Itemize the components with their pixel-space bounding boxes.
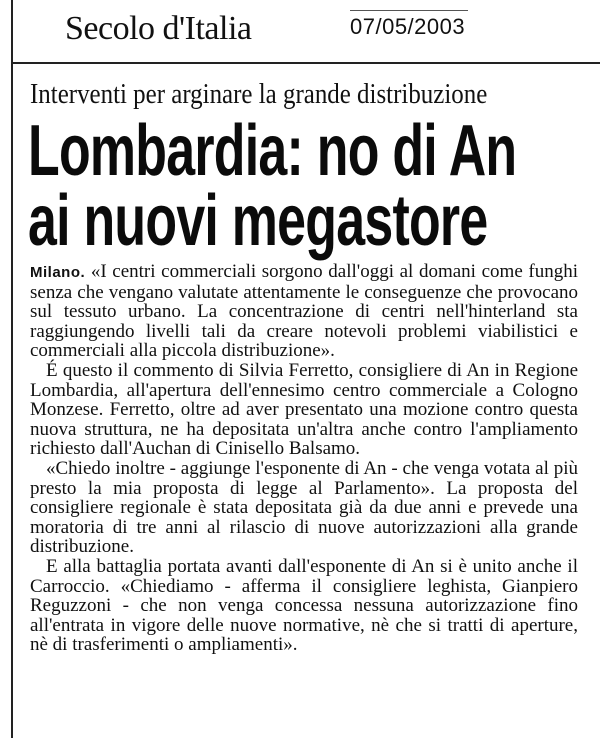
date-underline: [350, 10, 468, 11]
article-body: [30, 262, 578, 655]
paragraph-text: «I centri commerciali sorgono dall'oggi al domani come funghi senza che vengano valutate attentamente le conseguenze che provocano sul tessuto urbano. La concentrazione di centri nell'hinterland sta raggiungendo livelli tali da creare notevoli problemi viabilistici e commerciali alla piccola distribuzione».: [30, 261, 578, 362]
article-dateline: Milano.: [30, 264, 86, 281]
publication-date: 07/05/2003: [350, 14, 466, 39]
headline-line-1: Lombardia: no di An: [28, 111, 517, 191]
article-paragraph: E alla battaglia portata avanti dall'esponente di An si è unito anche il Carroccio. «Chiediamo - afferma il consigliere leghista, Gianpiero Reguzzoni - che non venga concessa nessuna autorizzazione fino all'entrata in vigore delle nuove normative, nè che si tratti di aperture, nè di trasferimenti o ampliamenti».: [30, 555, 578, 656]
article-headline: [28, 111, 517, 261]
article-paragraph: [30, 262, 578, 361]
headline-line-2: ai nuovi megastore: [28, 181, 488, 261]
article-paragraph: «Chiedo inoltre - aggiunge l'esponente di An - che venga votata al più presto la mia proposta di legge al Parlamento». La proposta del consigliere regionale è stata depositata già da due anni e prevede una moratoria di tre anni al rilascio di nuove autorizzazioni alla grande distribuzione.: [30, 457, 578, 558]
newspaper-masthead: Secolo d'Italia: [65, 10, 252, 47]
clipping-border: [11, 0, 13, 738]
article-kicker: Interventi per arginare la grande distribuzione: [30, 78, 488, 110]
article-paragraph: É questo il commento di Silvia Ferretto, consigliere di An in Regione Lombardia, all'apertura dell'ennesimo centro commerciale a Cologno Monzese. Ferretto, oltre ad aver presentato una mozione contro questa nuova struttura, ne ha depositata un'altra anche contro l'ampliamento richiesto dall'Auchan di Cinisello Balsamo.: [30, 359, 578, 460]
header-rule: [11, 62, 600, 64]
